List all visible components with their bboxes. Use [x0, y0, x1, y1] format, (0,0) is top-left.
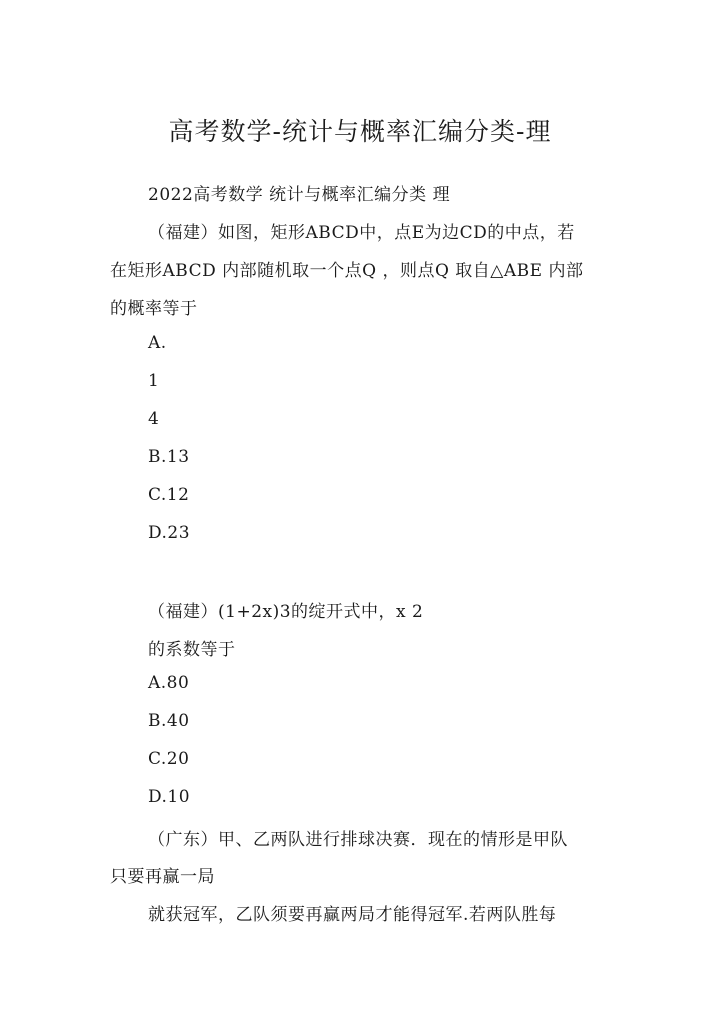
question-1-text: （福建）如图，矩形ABCD中，点E为边CD的中点，若 — [148, 223, 575, 243]
option-a: A.80 — [148, 673, 190, 693]
question-2-text: 的系数等于 — [148, 640, 236, 660]
question-3-text: 就获冠军，乙队须要再赢两局才能得冠军.若两队胜每 — [148, 905, 557, 925]
option-d: D.10 — [148, 787, 191, 807]
option-a-denominator: 4 — [148, 409, 160, 429]
option-c: C.20 — [148, 749, 190, 769]
option-d: D.23 — [148, 523, 191, 543]
document-title: 高考数学-统计与概率汇编分类-理 — [168, 117, 552, 146]
option-c: C.12 — [148, 485, 190, 505]
option-a: A. — [148, 333, 167, 353]
option-b: B.40 — [148, 711, 190, 731]
question-1-text: 在矩形ABCD 内部随机取一个点Q ，则点Q 取自△ABE 内部 — [110, 261, 584, 281]
option-b: B.13 — [148, 447, 190, 467]
question-3-text: （广东）甲、乙两队进行排球决赛．现在的情形是甲队 — [148, 830, 568, 850]
question-1-text: 的概率等于 — [110, 299, 198, 319]
option-a-numerator: 1 — [148, 371, 160, 391]
question-3-text: 只要再赢一局 — [110, 867, 215, 887]
subtitle-line: 2022高考数学 统计与概率汇编分类 理 — [148, 185, 451, 205]
question-2-text: （福建）(1+2x)3的绽开式中，x 2 — [148, 602, 424, 622]
